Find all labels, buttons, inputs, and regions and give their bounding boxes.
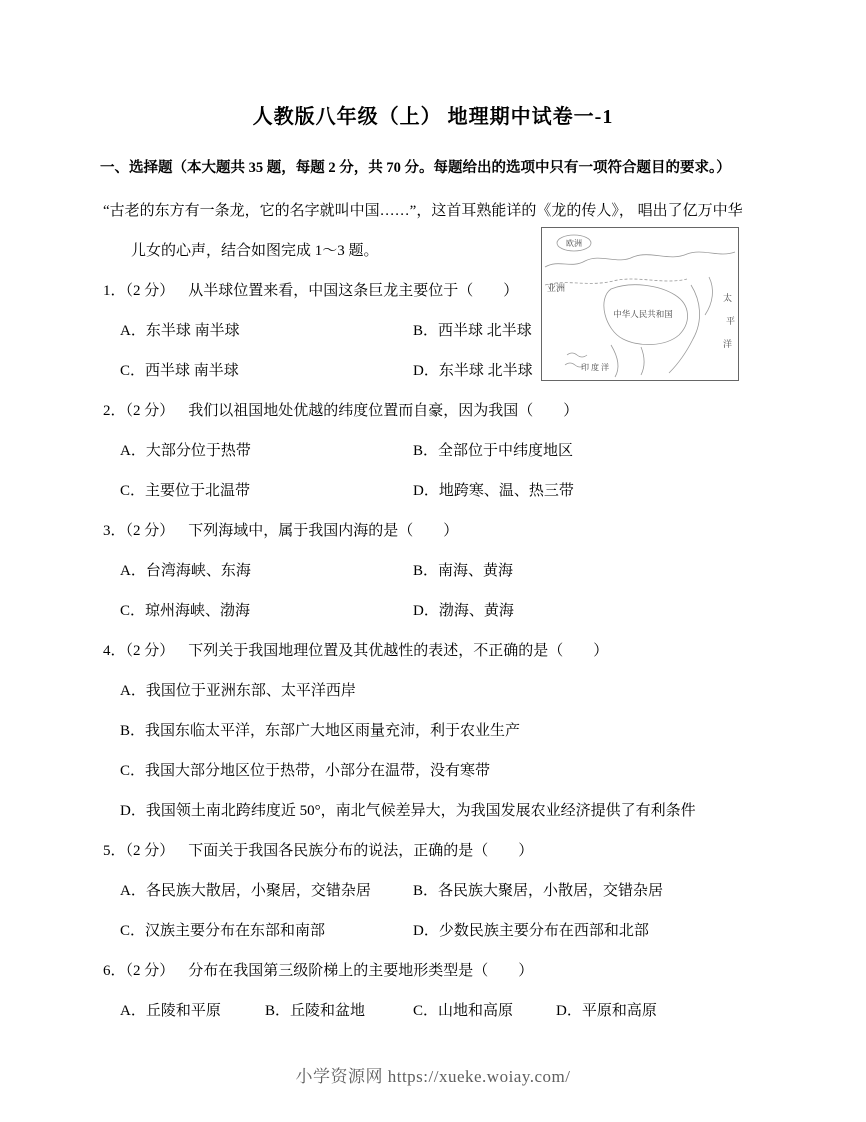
map-border (542, 228, 739, 381)
option-c: C．琼州海峡、渤海 (120, 603, 251, 619)
intro-line-1: “古老的东方有一条龙，它的名字就叫中国……”，这首耳熟能详的《龙的传人》， 唱出了亿万中华 (103, 203, 743, 219)
question-stem (0, 962, 866, 980)
question-6 (0, 962, 866, 1020)
option-a: A．各民族大散居，小聚居，交错杂居 (120, 883, 371, 899)
question-text: 下列关于我国地理位置及其优越性的表述，不正确的是（ ） (188, 643, 609, 659)
option-a: A．丘陵和平原 (120, 1003, 221, 1019)
question-text: 下列海域中，属于我国内海的是（ ） (188, 523, 459, 539)
options-row (0, 882, 866, 900)
option-d: D．我国领土南北跨纬度近 50°，南北气候差异大，为我国发展农业经济提供了有利条件 (120, 803, 696, 819)
option-a: A．东半球 南半球 (120, 323, 240, 339)
question-prefix: 6．（2 分） (103, 963, 175, 979)
options-row (0, 602, 866, 620)
china-map-sketch (541, 227, 739, 381)
question-5 (0, 842, 866, 940)
option-b: B．西半球 北半球 (413, 323, 532, 339)
intro-line-2: 儿女的心声，结合如图完成 1～3 题。 (131, 243, 379, 259)
option-b: B．南海、黄海 (413, 563, 514, 579)
map-label-asia: 亚洲 (547, 283, 566, 293)
option-d: D．少数民族主要分布在西部和北部 (413, 923, 649, 939)
map-label-pacific-2: 平 (726, 316, 736, 326)
map-label-china: 中华人民共和国 (613, 309, 673, 319)
footer-watermark: 小学资源网 https://xueke.woiay.com/ (295, 1067, 571, 1086)
question-4 (0, 642, 866, 820)
question-prefix: 1．（2 分） (103, 283, 175, 299)
question-stem (0, 522, 866, 540)
option-d: D．地跨寒、温、热三带 (413, 483, 574, 499)
option-b: B．我国东临太平洋，东部广大地区雨量充沛，利于农业生产 (120, 723, 521, 739)
option-d: D．东半球 北半球 (413, 363, 533, 379)
option-c: C．主要位于北温带 (120, 483, 251, 499)
question-prefix: 2．（2 分） (103, 403, 175, 419)
options-row (0, 442, 866, 460)
map-label-pacific-1: 太 (723, 293, 733, 303)
map-label-pacific-3: 洋 (723, 339, 733, 349)
question-stem (0, 642, 866, 660)
options-row (0, 482, 866, 500)
question-3 (0, 522, 866, 620)
china-map-figure (541, 227, 739, 381)
option-b: B．丘陵和盆地 (265, 1003, 366, 1019)
option-c: C．汉族主要分布在东部和南部 (120, 923, 326, 939)
option-a: A．台湾海峡、东海 (120, 563, 251, 579)
map-label-europe: 欧洲 (566, 239, 582, 248)
question-stem (0, 402, 866, 420)
options-row (0, 922, 866, 940)
options-row (0, 1002, 866, 1020)
question-2 (0, 402, 866, 500)
map-label-indian-ocean: 印 度 洋 (581, 363, 609, 372)
page-title: 人教版八年级（上） 地理期中试卷一-1 (252, 106, 614, 128)
option-d: D．渤海、黄海 (413, 603, 514, 619)
option-c: C．西半球 南半球 (120, 363, 239, 379)
question-prefix: 4．（2 分） (103, 643, 175, 659)
option-a: A．大部分位于热带 (120, 443, 251, 459)
option-a: A．我国位于亚洲东部、太平洋西岸 (120, 683, 356, 699)
question-prefix: 3．（2 分） (103, 523, 175, 539)
question-text: 我们以祖国地处优越的纬度位置而自豪，因为我国（ ） (188, 403, 579, 419)
question-prefix: 5．（2 分） (103, 843, 175, 859)
question-text: 从半球位置来看，中国这条巨龙主要位于（ ） (188, 283, 519, 299)
question-text: 下面关于我国各民族分布的说法，正确的是（ ） (188, 843, 534, 859)
section-header: 一、选择题（本大题共 35 题，每题 2 分，共 70 分。每题给出的选项中只有一项符合题目的要求。） (100, 160, 731, 176)
option-c: C．我国大部分地区位于热带，小部分在温带，没有寒带 (120, 763, 491, 779)
question-text: 分布在我国第三级阶梯上的主要地形类型是（ ） (188, 963, 534, 979)
options-row (0, 562, 866, 580)
option-b: B．各民族大聚居，小散居，交错杂居 (413, 883, 664, 899)
question-stem (0, 842, 866, 860)
option-b: B．全部位于中纬度地区 (413, 443, 574, 459)
option-c: C．山地和高原 (413, 1003, 514, 1019)
option-d: D．平原和高原 (556, 1003, 657, 1019)
